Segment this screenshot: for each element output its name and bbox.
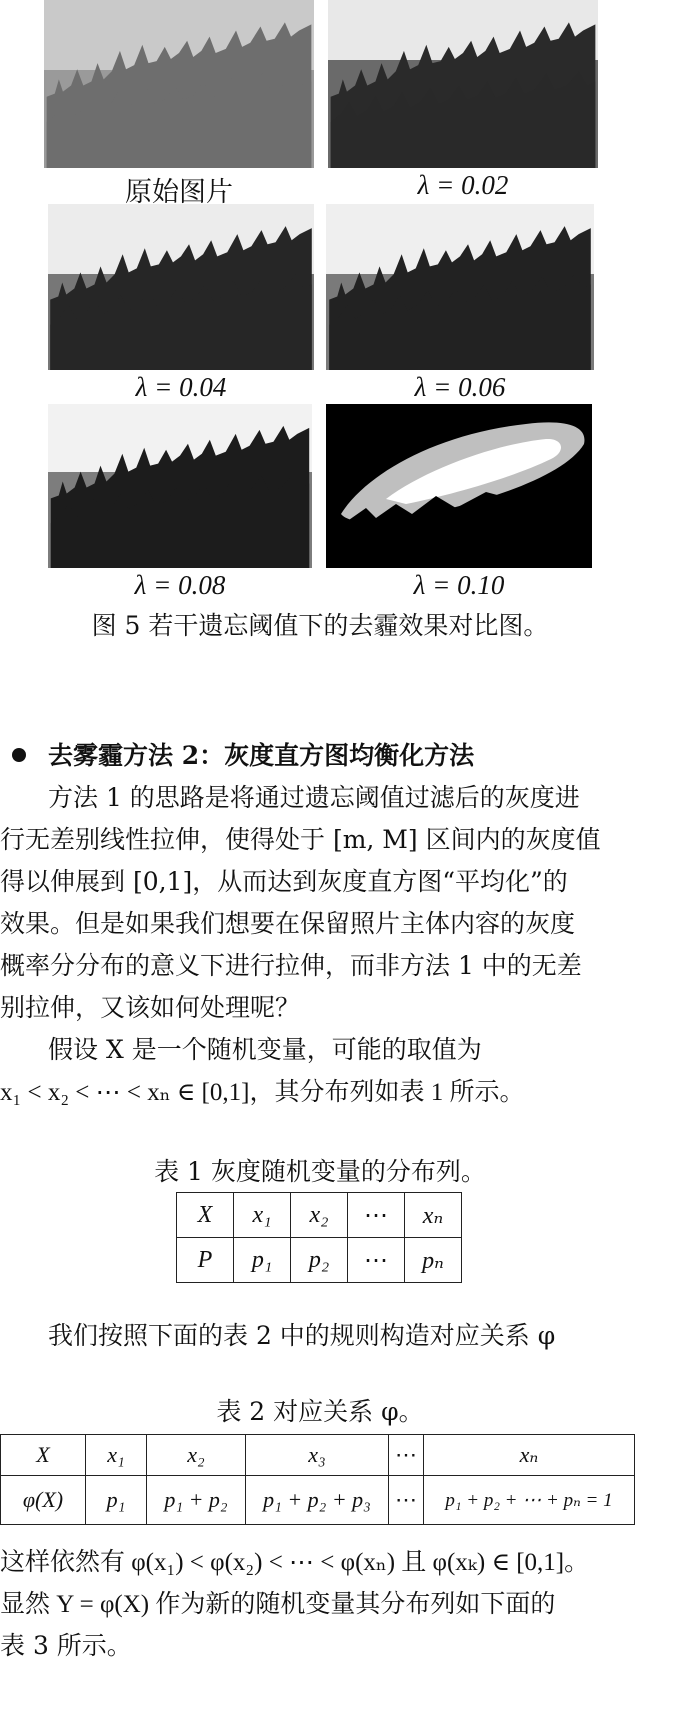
para2-line-1: 假设 X 是一个随机变量，可能的取值为 bbox=[48, 1035, 482, 1064]
section-heading: 去雾霾方法 2：灰度直方图均衡化方法 bbox=[48, 741, 475, 770]
table2 bbox=[0, 1434, 635, 1525]
table-cell: φ(X) bbox=[1, 1476, 86, 1525]
table-cell: p₁ bbox=[86, 1476, 147, 1525]
figure-caption: 图 5 若干遗忘阈值下的去霾效果对比图。 bbox=[91, 611, 549, 640]
table-cell: xₙ bbox=[405, 1193, 462, 1238]
para1-line-2: 行无差别线性拉伸，使得处于 [m, M] 区间内的灰度值 bbox=[0, 825, 601, 854]
photo-lambda-008 bbox=[48, 404, 312, 568]
closing-line-1: 这样依然有 φ(x₁) < φ(x₂) < ⋯ < φ(xₙ) 且 φ(xₖ) ∈ [0,1]。 bbox=[0, 1549, 590, 1576]
para1-line-1: 方法 1 的思路是将通过遗忘阈值过滤后的灰度进 bbox=[48, 783, 580, 812]
panel-label-original: 原始图片 bbox=[125, 177, 233, 208]
table-cell: P bbox=[177, 1238, 234, 1283]
table-cell: p₂ bbox=[291, 1238, 348, 1283]
table-cell: X bbox=[1, 1435, 86, 1476]
panel-label-lambda-010: λ = 0.10 bbox=[413, 570, 505, 600]
para1-line-4: 效果。但是如果我们想要在保留照片主体内容的灰度 bbox=[0, 909, 576, 938]
table-row bbox=[1, 1435, 635, 1476]
table-cell: ⋯ bbox=[389, 1476, 424, 1525]
photo-original bbox=[44, 0, 314, 168]
mid-text: 我们按照下面的表 2 中的规则构造对应关系 φ bbox=[48, 1321, 556, 1350]
closing-line-2: 显然 Y = φ(X) 作为新的随机变量其分布列如下面的 bbox=[0, 1591, 556, 1618]
bullet-icon bbox=[12, 748, 26, 762]
table-cell: ⋯ bbox=[389, 1435, 424, 1476]
table-cell: x₃ bbox=[246, 1435, 389, 1476]
table2-caption: 表 2 对应关系 φ。 bbox=[216, 1397, 424, 1426]
para1-line-3: 得以伸展到 [0,1]，从而达到灰度直方图“平均化”的 bbox=[0, 867, 568, 896]
table-row bbox=[177, 1193, 462, 1238]
photo-lambda-006 bbox=[326, 204, 594, 370]
para1-line-5: 概率分分布的意义下进行拉伸，而非方法 1 中的无差 bbox=[0, 951, 582, 980]
table-cell: x₁ bbox=[86, 1435, 147, 1476]
table1-caption: 表 1 灰度随机变量的分布列。 bbox=[154, 1157, 486, 1186]
table-row bbox=[177, 1238, 462, 1283]
photo-lambda-002 bbox=[328, 0, 598, 168]
table-cell: ⋯ bbox=[348, 1238, 405, 1283]
table-cell: ⋯ bbox=[348, 1193, 405, 1238]
table-cell: x₂ bbox=[147, 1435, 246, 1476]
panel-label-lambda-002: λ = 0.02 bbox=[417, 170, 509, 200]
table-cell: p₁ bbox=[234, 1238, 291, 1283]
table-cell: pₙ bbox=[405, 1238, 462, 1283]
para1-line-6: 别拉伸，又该如何处理呢？ bbox=[0, 993, 301, 1022]
table-cell: xₙ bbox=[424, 1435, 635, 1476]
table-cell: p₁ + p₂ + ⋯ + pₙ = 1 bbox=[424, 1476, 635, 1525]
table-cell: x₂ bbox=[291, 1193, 348, 1238]
para2-line-2: x₁ < x₂ < ⋯ < xₙ ∈ [0,1]，其分布列如表 1 所示。 bbox=[0, 1079, 525, 1106]
table1 bbox=[176, 1192, 462, 1283]
table-cell: X bbox=[177, 1193, 234, 1238]
panel-label-lambda-004: λ = 0.04 bbox=[135, 372, 227, 402]
table-row bbox=[1, 1476, 635, 1525]
photo-lambda-004 bbox=[48, 204, 314, 370]
table-cell: x₁ bbox=[234, 1193, 291, 1238]
closing-line-3: 表 3 所示。 bbox=[0, 1631, 132, 1660]
photo-lambda-010 bbox=[326, 404, 592, 568]
table-cell: p₁ + p₂ + p₃ bbox=[246, 1476, 389, 1525]
table-cell: p₁ + p₂ bbox=[147, 1476, 246, 1525]
panel-label-lambda-006: λ = 0.06 bbox=[414, 372, 506, 402]
panel-label-lambda-008: λ = 0.08 bbox=[134, 570, 226, 600]
